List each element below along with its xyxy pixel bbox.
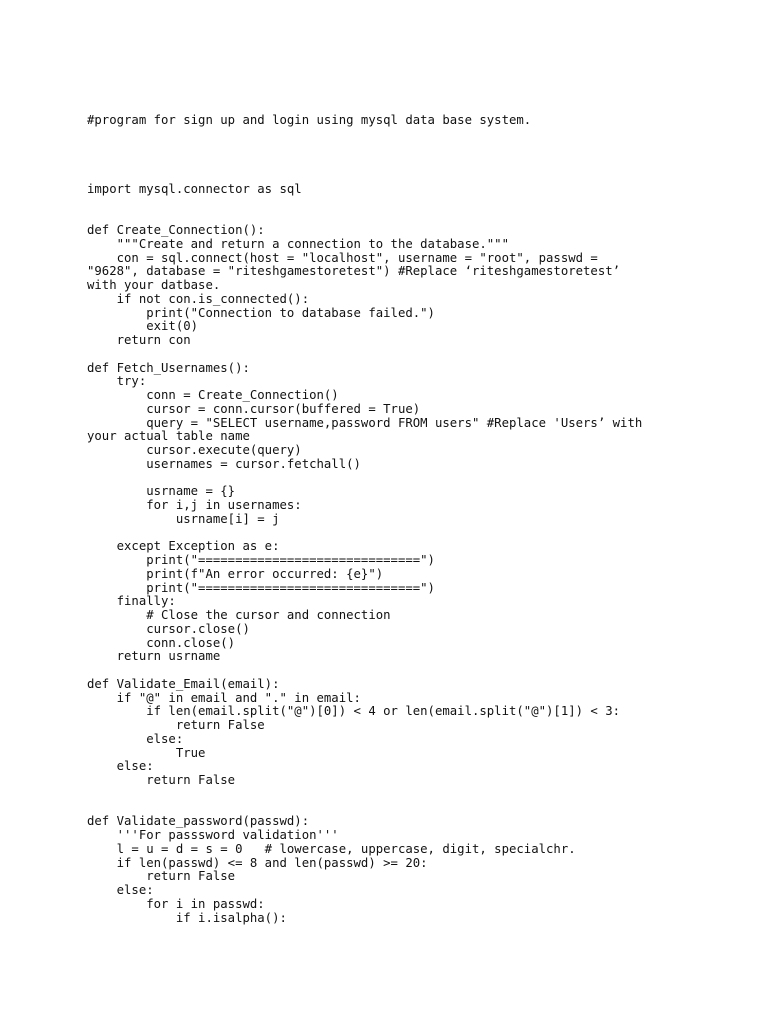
code-line: return False [87, 718, 265, 732]
code-line: True [87, 745, 206, 760]
code-line: if "@" in email and "." in email: [87, 690, 361, 705]
code-line: if not con.is_connected(): [87, 291, 310, 306]
code-line: return False [87, 773, 236, 787]
code-line: def Fetch_Usernames(): [87, 360, 250, 375]
code-line: l = u = d = s = 0 # lowercase, uppercase, digit, specialchr. [87, 841, 576, 856]
code-line: conn = Create_Connection() [87, 388, 339, 402]
code-line: cursor.close() [87, 621, 250, 636]
code-line: return False [87, 869, 236, 884]
code-line: query = "SELECT username,password FROM users" #Replace 'Users’ with [87, 415, 643, 430]
code-line [87, 169, 747, 183]
code-line: print("==============================") [87, 553, 435, 567]
code-line: if i.isalpha(): [87, 910, 287, 925]
code-line: if len(email.split("@")[0]) < 4 or len(email.split("@")[1]) < 3: [87, 704, 621, 719]
code-line: exit(0) [87, 319, 199, 334]
code-line [87, 210, 747, 224]
code-line: def Validate_Email(email): [87, 676, 280, 691]
code-line: conn.close() [87, 635, 236, 650]
code-line: print("==============================") [87, 580, 435, 595]
code-line: con = sql.connect(host = "localhost", username = "root", passwd = [87, 250, 598, 265]
code-line: else: [87, 759, 154, 774]
code-line: with your datbase. [87, 278, 221, 292]
code-line: def Validate_password(passwd): [87, 814, 310, 829]
code-line [87, 788, 747, 802]
code-line: if len(passwd) <= 8 and len(passwd) >= 20: [87, 855, 428, 870]
code-line [87, 142, 747, 156]
code-line [87, 472, 747, 486]
code-line: cursor = conn.cursor(buffered = True) [87, 401, 421, 416]
code-line: finally: [87, 594, 176, 609]
code-line [87, 128, 747, 142]
code-line: # Close the cursor and connection [87, 608, 391, 622]
code-line: import mysql.connector as sql [87, 181, 302, 196]
code-line: else: [87, 883, 154, 897]
code-line: usernames = cursor.fetchall() [87, 456, 361, 471]
code-line: "9628", database = "riteshgamestoretest") #Replace ‘riteshgamestoretest’ [87, 264, 621, 279]
code-line: usrname = {} [87, 484, 236, 499]
code-line: except Exception as e: [87, 539, 280, 554]
code-line: print("Connection to database failed.") [87, 305, 435, 320]
code-line: def Create_Connection(): [87, 223, 265, 237]
code-line: #program for sign up and login using mysql data base system. [87, 113, 532, 127]
code-line [87, 155, 747, 169]
code-line [87, 664, 747, 678]
code-line: cursor.execute(query) [87, 443, 302, 457]
code-listing [87, 114, 747, 925]
code-line: for i in passwd: [87, 896, 265, 911]
code-line [87, 348, 747, 362]
code-line: """Create and return a connection to the database.""" [87, 236, 509, 251]
code-line: usrname[i] = j [87, 511, 280, 526]
code-line: return con [87, 333, 191, 347]
code-line: else: [87, 731, 184, 746]
code-line: try: [87, 374, 147, 389]
code-line [87, 802, 747, 816]
code-line: print(f"An error occurred: {e}") [87, 566, 384, 581]
code-line: for i,j in usernames: [87, 498, 302, 512]
code-line [87, 527, 747, 541]
code-line [87, 197, 747, 211]
code-line: '''For passsword validation''' [87, 828, 339, 842]
code-line: your actual table name [87, 429, 250, 444]
code-line: return usrname [87, 649, 221, 664]
